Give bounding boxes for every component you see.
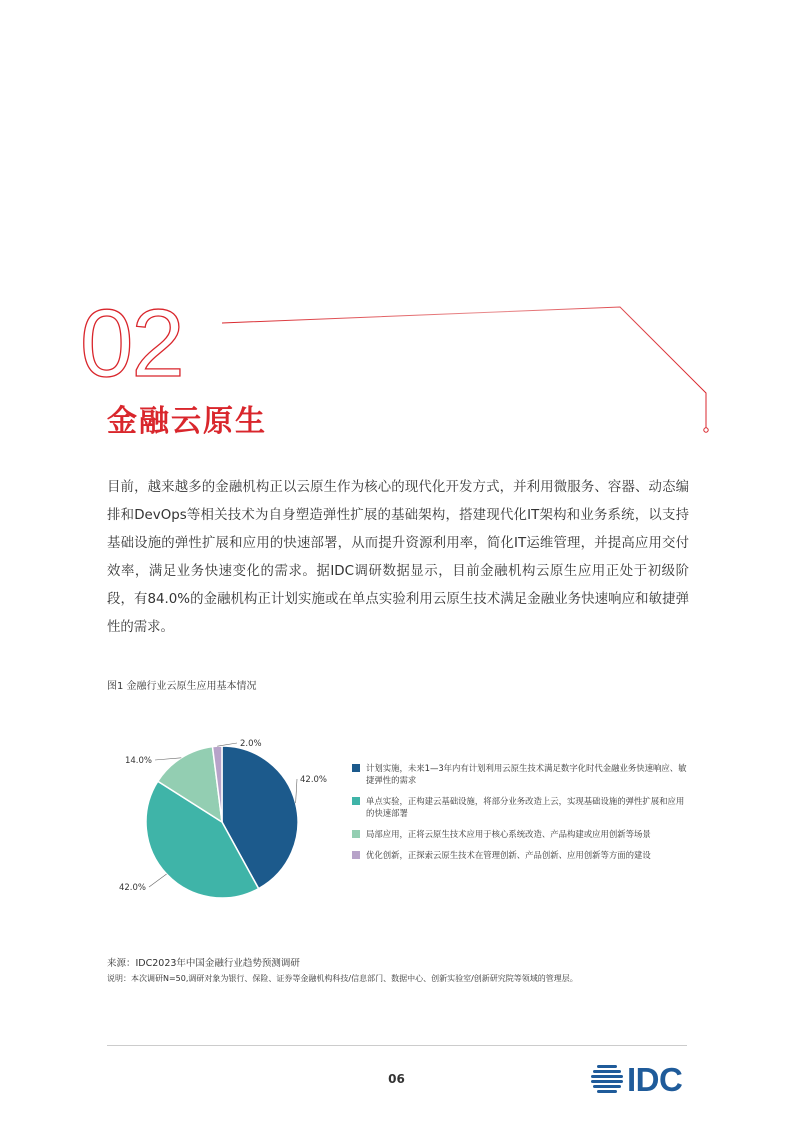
footer-divider (107, 1045, 687, 1046)
pie-data-label: 2.0% (240, 739, 262, 749)
section-title: 金融云原生 (107, 404, 267, 439)
legend-swatch (352, 764, 360, 772)
figure-note: 说明：本次调研N=50,调研对象为银行、保险、证券等金融机构科技/信息部门、数据中心、创新实验室/创新研究院等领域的管理层。 (107, 974, 578, 983)
legend-label: 优化创新，正探索云原生技术在管理创新、产品创新、应用创新等方面的建设 (366, 850, 651, 860)
decorative-line (222, 307, 706, 428)
page-number: 06 (388, 1072, 405, 1086)
section-number: 02 (80, 290, 183, 397)
legend-label: 计划实施，未来1—3年内有计划利用云原生技术满足数字化时代金融业务快速响应、敏捷弹性的需求 (366, 763, 687, 785)
figure-caption: 图1 金融行业云原生应用基本情况 (107, 681, 257, 692)
figure-source: 来源：IDC2023年中国金融行业趋势预测调研 (107, 958, 300, 969)
chart-legend (352, 762, 692, 870)
idc-logo (590, 1062, 682, 1096)
legend-item (352, 795, 692, 819)
legend-swatch (352, 851, 360, 859)
legend-item (352, 828, 692, 840)
legend-swatch (352, 830, 360, 838)
idc-logo-text: IDC (627, 1060, 683, 1098)
legend-label: 局部应用，正将云原生技术应用于核心系统改造、产品构建或应用创新等场景 (366, 829, 651, 839)
idc-globe-icon (590, 1064, 624, 1094)
pie-leader-line (149, 874, 167, 887)
legend-swatch (352, 797, 360, 805)
pie-leader-line (296, 779, 297, 803)
legend-item (352, 762, 692, 786)
body-paragraph: 目前，越来越多的金融机构正以云原生作为核心的现代化开发方式，并利用微服务、容器、动态编排和DevOps等相关技术为自身塑造弹性扩展的基础架构，搭建现代化IT架构和业务系统，以支持基础设施的弹性扩展和应用的快速部署，从而提升资源利用率，简化IT运维管理，并提高应用交付效率，满足业务快速变化的需求。据IDC调研数据显示，目前金融机构云原生应用正处于初级阶段，有84.0%的金融机构正计划实施或在单点实验利用云原生技术满足金融业务快速响应和敏捷弹性的需求。 (107, 480, 689, 635)
decorative-dot (704, 428, 708, 432)
pie-data-label: 14.0% (124, 756, 152, 766)
pie-chart (100, 730, 350, 910)
pie-data-label: 42.0% (118, 883, 146, 893)
legend-item (352, 849, 692, 861)
legend-label: 单点实验，正构建云基础设施，将部分业务改造上云，实现基础设施的弹性扩展和应用的快速部署 (366, 796, 685, 818)
pie-data-label: 42.0% (300, 775, 328, 785)
